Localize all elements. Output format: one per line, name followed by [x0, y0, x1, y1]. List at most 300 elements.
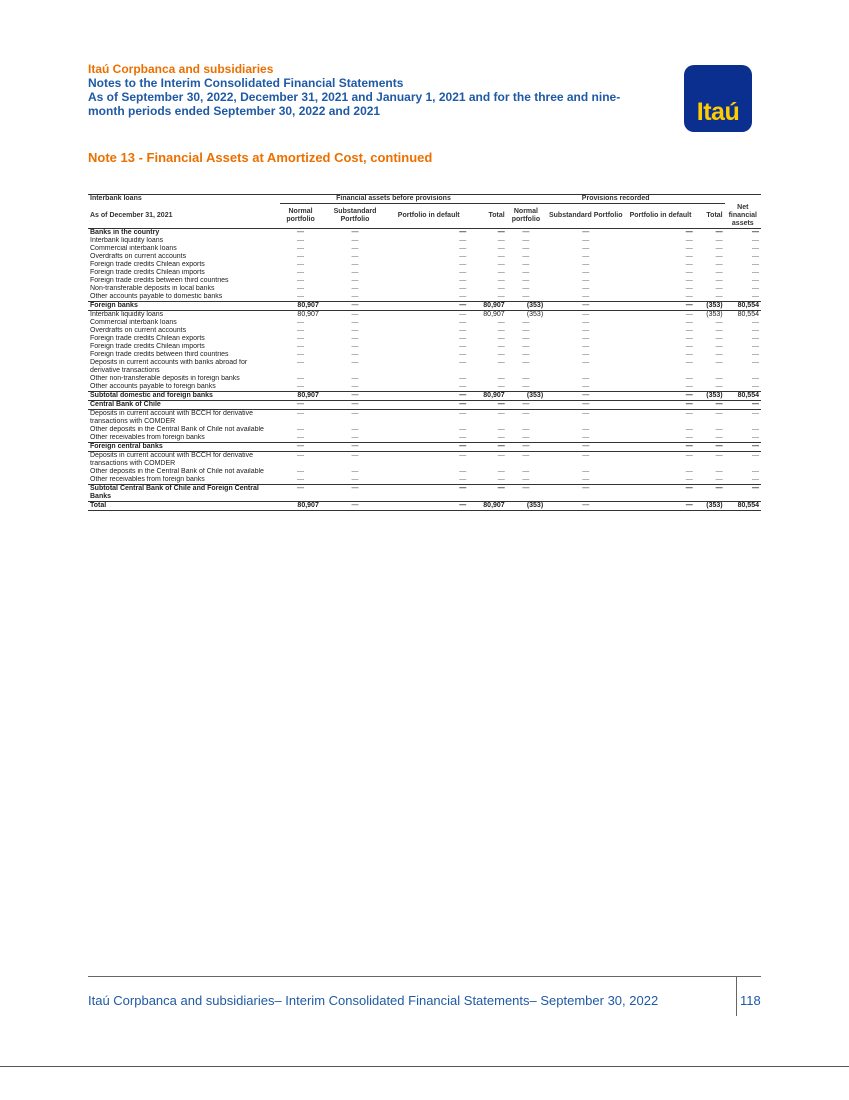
- cell-value: —: [685, 342, 693, 350]
- table-row: [88, 327, 761, 335]
- cell-value: —: [507, 442, 545, 451]
- table-row: [88, 301, 761, 310]
- row-label: Foreign trade credits Chilean imports: [90, 268, 205, 276]
- cell-value: —: [752, 268, 759, 276]
- cell-value: —: [545, 501, 626, 510]
- page-number: 118: [740, 993, 761, 1008]
- cell-value: —: [522, 467, 530, 475]
- table-row: [88, 434, 761, 443]
- column-header: Total: [468, 204, 506, 229]
- row-label: Central Bank of Chile: [88, 400, 280, 409]
- cell-value: 80,554: [725, 310, 761, 319]
- header-line-2: As of September 30, 2022, December 31, 2021 and January 1, 2021 and for the three and nine-: [88, 90, 621, 104]
- cell-value: —: [497, 350, 505, 358]
- cell-value: —: [280, 451, 321, 468]
- cell-value: —: [497, 244, 505, 252]
- column-header: Substandard Portfolio: [545, 204, 626, 229]
- cell-value: —: [351, 382, 359, 390]
- cell-value: —: [297, 236, 305, 244]
- cell-value: —: [459, 252, 467, 260]
- cell-value: —: [725, 228, 761, 237]
- cell-value: —: [715, 334, 723, 342]
- cell-value: —: [752, 276, 759, 284]
- row-label: Other deposits in the Central Bank of Chile not available: [90, 425, 264, 433]
- cell-value: —: [582, 374, 590, 382]
- cell-value: —: [752, 358, 759, 366]
- table-row: [88, 245, 761, 253]
- cell-value: —: [685, 292, 693, 300]
- cell-value: —: [582, 252, 590, 260]
- cell-value: —: [280, 400, 321, 409]
- cell-value: —: [715, 326, 723, 334]
- interbank-loans-table: [88, 194, 761, 511]
- table-row: [88, 343, 761, 351]
- cell-value: —: [321, 391, 389, 400]
- cell-value: —: [582, 342, 590, 350]
- cell-value: —: [685, 318, 693, 326]
- row-label: Other deposits in the Central Bank of Chile not available: [90, 467, 264, 475]
- date-label: As of December 31, 2021: [88, 204, 280, 229]
- row-label: Foreign trade credits between third countries: [90, 276, 229, 284]
- cell-value: —: [297, 467, 305, 475]
- cell-value: —: [321, 301, 389, 310]
- cell-value: —: [715, 318, 723, 326]
- cell-value: —: [545, 484, 626, 501]
- cell-value: —: [497, 268, 505, 276]
- cell-value: —: [459, 467, 467, 475]
- cell-value: —: [459, 342, 467, 350]
- table-row: [88, 501, 761, 510]
- table-row: [88, 285, 761, 293]
- cell-value: 80,907: [280, 501, 321, 510]
- row-label: Foreign trade credits Chilean exports: [90, 260, 205, 268]
- note-title: Note 13 - Financial Assets at Amortized Cost, continued: [88, 150, 433, 165]
- cell-value: —: [321, 228, 389, 237]
- cell-value: —: [582, 467, 590, 475]
- cell-value: —: [626, 501, 694, 510]
- row-label: Foreign central banks: [88, 442, 280, 451]
- cell-value: —: [626, 451, 694, 468]
- cell-value: —: [351, 334, 359, 342]
- table-row: [88, 391, 761, 400]
- cell-value: —: [389, 451, 468, 468]
- row-label: Interbank liquidity loans: [88, 310, 280, 319]
- cell-value: —: [522, 252, 530, 260]
- cell-value: —: [695, 451, 725, 468]
- cell-value: —: [685, 236, 693, 244]
- cell-value: —: [389, 409, 468, 426]
- cell-value: —: [497, 318, 505, 326]
- cell-value: —: [695, 409, 725, 426]
- cell-value: —: [459, 236, 467, 244]
- cell-value: —: [497, 326, 505, 334]
- cell-value: 80,907: [468, 310, 506, 319]
- table-row: [88, 237, 761, 245]
- row-label: Foreign trade credits Chilean exports: [90, 334, 205, 342]
- cell-value: —: [389, 301, 468, 310]
- cell-value: —: [459, 244, 467, 252]
- cell-value: —: [507, 409, 545, 426]
- cell-value: —: [685, 268, 693, 276]
- cell-value: —: [351, 252, 359, 260]
- column-header: Normal portfolio: [507, 204, 545, 229]
- column-header: Net financial assets: [725, 204, 761, 229]
- cell-value: —: [626, 400, 694, 409]
- footer-vertical-divider: [736, 976, 737, 1016]
- cell-value: —: [459, 425, 467, 433]
- row-label: Foreign trade credits between third countries: [90, 350, 229, 358]
- cell-value: —: [351, 433, 359, 441]
- cell-value: —: [321, 400, 389, 409]
- row-label: Deposits in current account with BCCH for derivative transactions with COMDER: [88, 409, 280, 426]
- cell-value: —: [715, 342, 723, 350]
- column-header: Total: [695, 204, 725, 229]
- cell-value: —: [626, 409, 694, 426]
- row-label: Other accounts payable to domestic banks: [90, 292, 223, 300]
- cell-value: —: [497, 425, 505, 433]
- cell-value: —: [715, 252, 723, 260]
- cell-value: —: [715, 358, 723, 366]
- cell-value: —: [522, 244, 530, 252]
- cell-value: —: [280, 409, 321, 426]
- cell-value: —: [497, 382, 505, 390]
- cell-value: —: [545, 310, 626, 319]
- cell-value: —: [582, 334, 590, 342]
- cell-value: —: [522, 433, 530, 441]
- row-label: Total: [88, 501, 280, 510]
- cell-value: —: [752, 284, 759, 292]
- table-row: [88, 383, 761, 392]
- cell-value: —: [522, 342, 530, 350]
- cell-value: —: [545, 409, 626, 426]
- cell-value: 80,554: [725, 391, 761, 400]
- cell-value: —: [715, 425, 723, 433]
- cell-value: —: [389, 501, 468, 510]
- cell-value: —: [468, 451, 506, 468]
- cell-value: —: [715, 244, 723, 252]
- cell-value: —: [468, 484, 506, 501]
- row-label: Deposits in current account with BCCH for derivative transactions with COMDER: [88, 451, 280, 468]
- cell-value: —: [459, 334, 467, 342]
- cell-value: —: [459, 475, 467, 483]
- cell-value: 80,907: [468, 501, 506, 510]
- cell-value: —: [715, 284, 723, 292]
- cell-value: —: [626, 310, 694, 319]
- table-row: [88, 409, 761, 426]
- cell-value: —: [582, 284, 590, 292]
- cell-value: —: [351, 374, 359, 382]
- table-row: [88, 351, 761, 359]
- column-header: Substandard Portfolio: [321, 204, 389, 229]
- cell-value: —: [545, 391, 626, 400]
- cell-value: —: [685, 326, 693, 334]
- cell-value: —: [545, 301, 626, 310]
- row-label: Foreign trade credits Chilean imports: [90, 342, 205, 350]
- cell-value: —: [297, 268, 305, 276]
- cell-value: 80,907: [468, 391, 506, 400]
- cell-value: —: [351, 358, 359, 366]
- table-row: [88, 484, 761, 501]
- cell-value: 80,554: [725, 501, 761, 510]
- cell-value: —: [351, 236, 359, 244]
- column-header: Portfolio in default: [389, 204, 468, 229]
- cell-value: —: [752, 292, 759, 300]
- cell-value: —: [297, 475, 305, 483]
- cell-value: —: [582, 244, 590, 252]
- table-row: [88, 400, 761, 409]
- cell-value: —: [522, 350, 530, 358]
- cell-value: —: [725, 400, 761, 409]
- cell-value: —: [752, 475, 759, 483]
- cell-value: —: [582, 276, 590, 284]
- cell-value: —: [468, 400, 506, 409]
- cell-value: —: [297, 433, 305, 441]
- column-header: Normal portfolio: [280, 204, 321, 229]
- cell-value: —: [752, 318, 759, 326]
- footer-divider: [88, 976, 761, 977]
- table-row: [88, 335, 761, 343]
- row-label: Other accounts payable to foreign banks: [90, 382, 216, 390]
- row-label: Commercial interbank loans: [90, 244, 177, 252]
- row-label: Overdrafts on current accounts: [90, 252, 187, 260]
- table-row: [88, 277, 761, 285]
- cell-value: —: [297, 342, 305, 350]
- cell-value: (353): [507, 501, 545, 510]
- row-label: Interbank liquidity loans: [90, 236, 164, 244]
- cell-value: —: [297, 358, 305, 366]
- cell-value: —: [685, 260, 693, 268]
- cell-value: —: [497, 260, 505, 268]
- cell-value: —: [626, 391, 694, 400]
- cell-value: —: [695, 484, 725, 501]
- cell-value: —: [715, 350, 723, 358]
- cell-value: —: [685, 467, 693, 475]
- cell-value: —: [351, 475, 359, 483]
- cell-value: —: [497, 276, 505, 284]
- row-label: Banks in the country: [88, 228, 280, 237]
- cell-value: —: [582, 268, 590, 276]
- cell-value: —: [468, 228, 506, 237]
- cell-value: —: [752, 374, 759, 382]
- cell-value: —: [389, 228, 468, 237]
- cell-value: —: [389, 400, 468, 409]
- column-header: Portfolio in default: [626, 204, 694, 229]
- cell-value: —: [522, 292, 530, 300]
- cell-value: 80,907: [280, 310, 321, 319]
- cell-value: —: [297, 252, 305, 260]
- cell-value: —: [582, 433, 590, 441]
- cell-value: —: [351, 292, 359, 300]
- cell-value: —: [725, 484, 761, 501]
- table-row: [88, 476, 761, 485]
- cell-value: —: [497, 236, 505, 244]
- cell-value: —: [459, 326, 467, 334]
- cell-value: —: [497, 334, 505, 342]
- cell-value: —: [280, 442, 321, 451]
- cell-value: —: [297, 326, 305, 334]
- table-row: [88, 442, 761, 451]
- cell-value: —: [752, 467, 759, 475]
- header-line-3: month periods ended September 30, 2022 and 2021: [88, 104, 381, 118]
- cell-value: —: [351, 318, 359, 326]
- cell-value: —: [582, 318, 590, 326]
- page-bottom-line: [0, 1066, 849, 1067]
- cell-value: —: [522, 268, 530, 276]
- cell-value: —: [459, 292, 467, 300]
- cell-value: —: [321, 484, 389, 501]
- cell-value: —: [752, 433, 759, 441]
- table-row: [88, 293, 761, 302]
- row-label: Deposits in current accounts with banks abroad for derivative transactions: [90, 358, 248, 374]
- cell-value: —: [685, 374, 693, 382]
- cell-value: —: [685, 350, 693, 358]
- cell-value: —: [351, 342, 359, 350]
- cell-value: —: [459, 374, 467, 382]
- cell-value: —: [459, 268, 467, 276]
- cell-value: —: [752, 326, 759, 334]
- group-before-provisions: Financial assets before provisions: [280, 195, 506, 204]
- row-label: Commercial interbank loans: [90, 318, 177, 326]
- cell-value: —: [582, 292, 590, 300]
- cell-value: —: [752, 260, 759, 268]
- cell-value: —: [685, 382, 693, 390]
- row-label: Other receivables from foreign banks: [90, 433, 205, 441]
- cell-value: —: [321, 409, 389, 426]
- cell-value: —: [522, 236, 530, 244]
- cell-value: —: [459, 284, 467, 292]
- section-label: Interbank loans: [88, 195, 280, 204]
- cell-value: —: [459, 260, 467, 268]
- cell-value: —: [522, 425, 530, 433]
- row-label: Non-transferable deposits in local banks: [90, 284, 215, 292]
- cell-value: (353): [507, 310, 545, 319]
- table-row: [88, 269, 761, 277]
- cell-value: —: [545, 451, 626, 468]
- itau-logo: [684, 65, 752, 132]
- cell-value: —: [715, 374, 723, 382]
- cell-value: —: [351, 467, 359, 475]
- table-row: [88, 375, 761, 383]
- cell-value: 80,907: [280, 301, 321, 310]
- cell-value: —: [522, 284, 530, 292]
- cell-value: —: [715, 475, 723, 483]
- cell-value: —: [497, 284, 505, 292]
- cell-value: —: [715, 467, 723, 475]
- cell-value: —: [685, 433, 693, 441]
- row-label: Foreign banks: [88, 301, 280, 310]
- cell-value: (353): [695, 501, 725, 510]
- logo-text: Itaú: [696, 98, 740, 126]
- cell-value: —: [459, 433, 467, 441]
- cell-value: —: [497, 342, 505, 350]
- cell-value: —: [497, 467, 505, 475]
- cell-value: —: [297, 292, 305, 300]
- cell-value: —: [389, 310, 468, 319]
- cell-value: —: [715, 260, 723, 268]
- cell-value: —: [389, 442, 468, 451]
- row-label: Other receivables from foreign banks: [90, 475, 205, 483]
- cell-value: —: [685, 334, 693, 342]
- cell-value: —: [582, 350, 590, 358]
- cell-value: 80,907: [468, 301, 506, 310]
- cell-value: —: [321, 451, 389, 468]
- group-header-row: [88, 195, 761, 204]
- cell-value: —: [545, 400, 626, 409]
- table-row: [88, 228, 761, 237]
- cell-value: —: [507, 228, 545, 237]
- cell-value: —: [297, 350, 305, 358]
- cell-value: —: [351, 260, 359, 268]
- cell-value: —: [685, 358, 693, 366]
- row-label: Other non-transferable deposits in foreign banks: [90, 374, 240, 382]
- cell-value: —: [685, 425, 693, 433]
- cell-value: —: [321, 310, 389, 319]
- cell-value: (353): [507, 391, 545, 400]
- group-provisions: Provisions recorded: [507, 195, 725, 204]
- column-header-row: [88, 204, 761, 229]
- cell-value: —: [715, 433, 723, 441]
- cell-value: 80,554: [725, 301, 761, 310]
- cell-value: —: [752, 425, 759, 433]
- cell-value: —: [389, 484, 468, 501]
- cell-value: —: [497, 374, 505, 382]
- cell-value: —: [297, 318, 305, 326]
- cell-value: —: [459, 350, 467, 358]
- cell-value: —: [297, 334, 305, 342]
- cell-value: —: [297, 382, 305, 390]
- row-label: Subtotal Central Bank of Chile and Foreign Central Banks: [88, 484, 280, 501]
- cell-value: —: [468, 409, 506, 426]
- cell-value: —: [752, 350, 759, 358]
- cell-value: (353): [695, 301, 725, 310]
- company-name: Itaú Corpbanca and subsidiaries: [88, 62, 274, 76]
- row-label: Subtotal domestic and foreign banks: [88, 391, 280, 400]
- cell-value: —: [351, 276, 359, 284]
- table-row: [88, 359, 761, 375]
- cell-value: —: [685, 244, 693, 252]
- cell-value: —: [389, 391, 468, 400]
- cell-value: —: [522, 475, 530, 483]
- cell-value: —: [725, 451, 761, 468]
- table-row: [88, 319, 761, 327]
- report-header: [88, 62, 668, 118]
- cell-value: —: [522, 318, 530, 326]
- cell-value: —: [626, 442, 694, 451]
- cell-value: —: [351, 326, 359, 334]
- cell-value: —: [497, 433, 505, 441]
- cell-value: —: [321, 442, 389, 451]
- cell-value: —: [497, 292, 505, 300]
- cell-value: (353): [507, 301, 545, 310]
- cell-value: —: [715, 382, 723, 390]
- cell-value: —: [280, 484, 321, 501]
- cell-value: —: [522, 334, 530, 342]
- cell-value: —: [715, 236, 723, 244]
- cell-value: —: [545, 228, 626, 237]
- cell-value: (353): [695, 310, 725, 319]
- cell-value: —: [522, 358, 530, 366]
- cell-value: —: [297, 425, 305, 433]
- cell-value: —: [685, 252, 693, 260]
- cell-value: —: [351, 425, 359, 433]
- cell-value: —: [522, 382, 530, 390]
- cell-value: —: [522, 374, 530, 382]
- cell-value: —: [685, 276, 693, 284]
- cell-value: —: [507, 484, 545, 501]
- cell-value: —: [297, 276, 305, 284]
- cell-value: —: [715, 268, 723, 276]
- cell-value: —: [752, 334, 759, 342]
